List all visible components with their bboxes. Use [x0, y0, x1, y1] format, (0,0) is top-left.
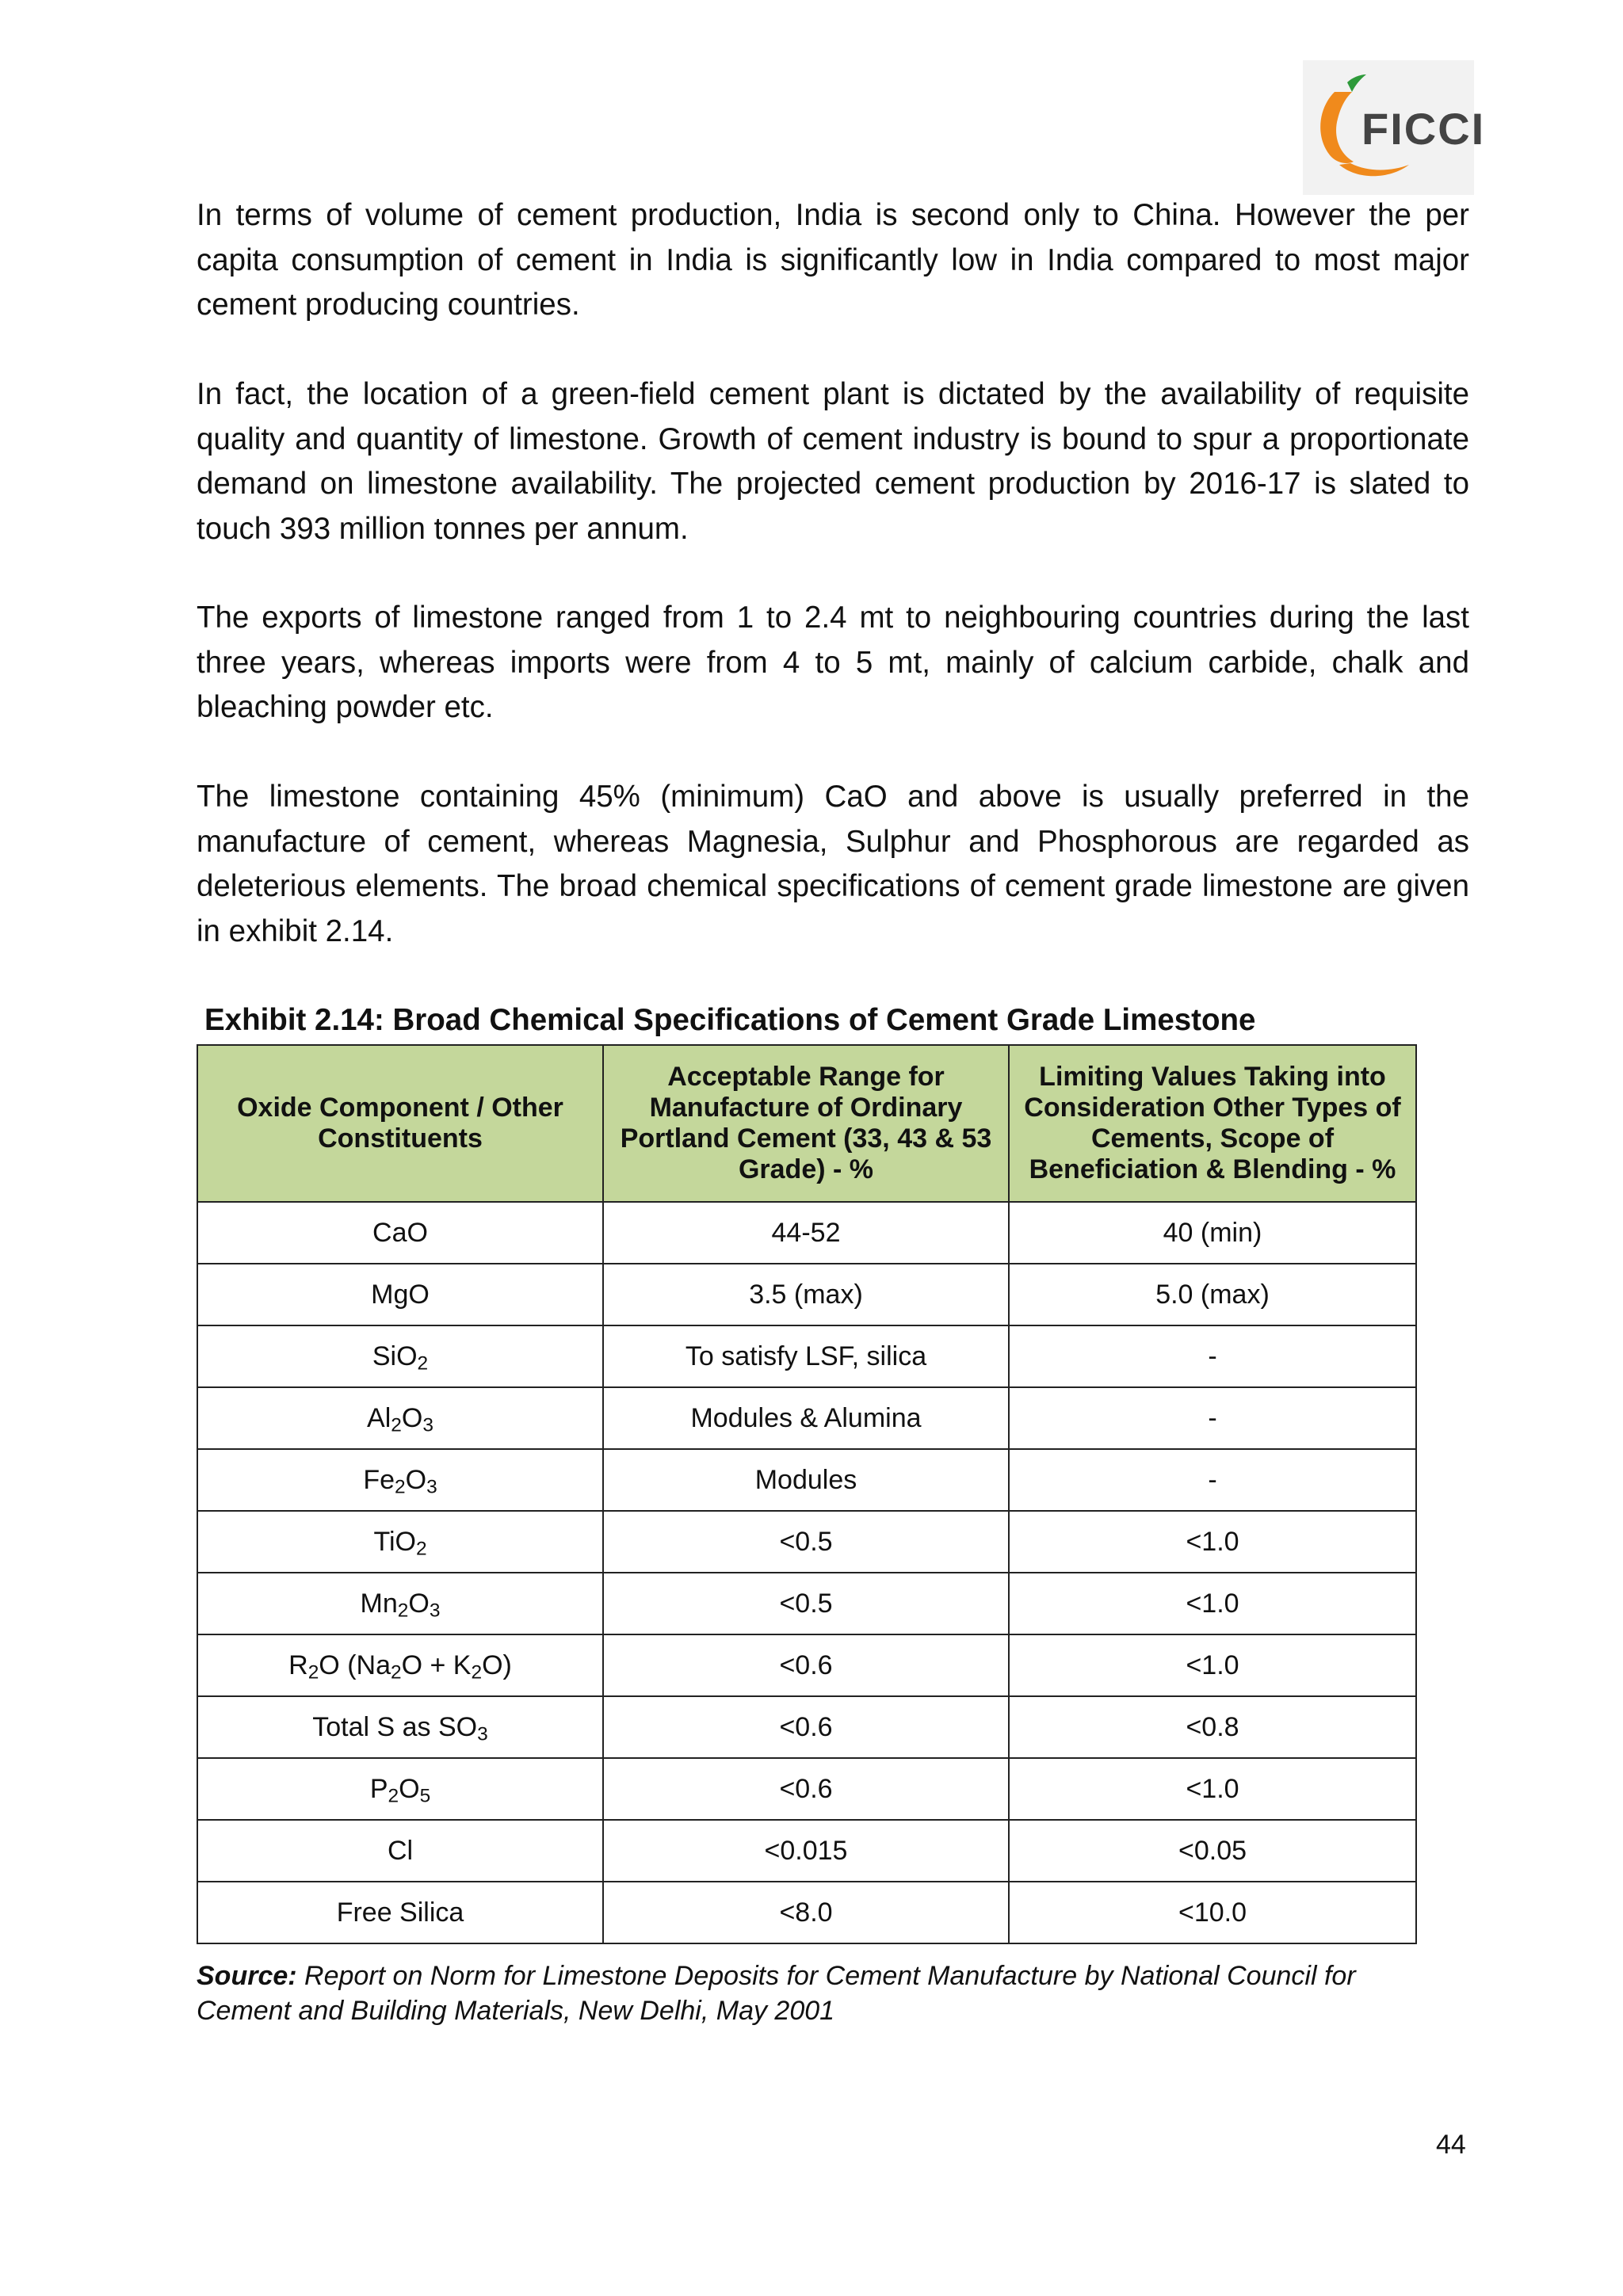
- cell-acceptable: <0.015: [603, 1820, 1009, 1882]
- cell-component: $Al_2O_3$: [197, 1387, 603, 1449]
- cell-limiting: <10.0: [1009, 1882, 1416, 1943]
- logo-text: FICCI: [1361, 104, 1486, 154]
- cell-limiting: <1.0: [1009, 1758, 1416, 1820]
- cell-acceptable: <8.0: [603, 1882, 1009, 1943]
- header-limiting: Limiting Values Taking into Consideration Other Types of Cements, Scope of Beneficiation & Blending - %: [1009, 1045, 1416, 1202]
- table-row: [197, 1696, 1416, 1758]
- cell-acceptable: 3.5 (max): [603, 1264, 1009, 1325]
- cell-limiting: -: [1009, 1325, 1416, 1387]
- table-row: [197, 1758, 1416, 1820]
- table-row: [197, 1325, 1416, 1387]
- cell-limiting: <1.0: [1009, 1634, 1416, 1696]
- table-row: [197, 1573, 1416, 1634]
- cell-acceptable: 44-52: [603, 1202, 1009, 1264]
- page-number: 44: [1436, 2130, 1466, 2160]
- ficci-logo: [1303, 60, 1486, 195]
- cell-component: $P_2O_5$: [197, 1758, 603, 1820]
- cell-component: TiO$_2$: [197, 1511, 603, 1573]
- cell-limiting: 5.0 (max): [1009, 1264, 1416, 1325]
- cell-acceptable: <0.6: [603, 1758, 1009, 1820]
- cell-limiting: -: [1009, 1387, 1416, 1449]
- cell-limiting: <0.05: [1009, 1820, 1416, 1882]
- source-note: [197, 1958, 1433, 2028]
- table-row: [197, 1511, 1416, 1573]
- table-header-row: [197, 1045, 1416, 1202]
- cell-component: MgO: [197, 1264, 603, 1325]
- paragraph-3: The exports of limestone ranged from 1 to 2.4 mt to neighbouring countries during the last three years, whereas imports were from 4 to 5 mt, mainly of calcium carbide, chalk and bleaching powder etc.: [197, 601, 1469, 724]
- cell-component: Cl: [197, 1820, 603, 1882]
- cell-acceptable: <0.6: [603, 1696, 1009, 1758]
- cell-acceptable: <0.6: [603, 1634, 1009, 1696]
- cell-acceptable: Modules & Alumina: [603, 1387, 1009, 1449]
- cell-component: $Fe_2O_3$: [197, 1449, 603, 1511]
- cell-limiting: <0.8: [1009, 1696, 1416, 1758]
- source-label: Source:: [197, 1961, 297, 1991]
- cell-component: Total S as $SO_3$: [197, 1696, 603, 1758]
- exhibit-title: Exhibit 2.14: Broad Chemical Specifications of Cement Grade Limestone: [204, 1003, 1256, 1037]
- table-row: [197, 1820, 1416, 1882]
- cell-limiting: <1.0: [1009, 1511, 1416, 1573]
- cell-acceptable: Modules: [603, 1449, 1009, 1511]
- table-row: [197, 1202, 1416, 1264]
- header-acceptable: Acceptable Range for Manufacture of Ordinary Portland Cement (33, 43 & 53 Grade) - %: [603, 1045, 1009, 1202]
- cell-component: CaO: [197, 1202, 603, 1264]
- paragraph-4: The limestone containing 45% (minimum) CaO and above is usually preferred in the manufacture of cement, whereas Magnesia, Sulphur and Phosphorous are regarded as deleterious elements. The broad chemical specifications of cement grade limestone are given in exhibit 2.14.: [197, 780, 1469, 948]
- cell-component: SiO$_2$: [197, 1325, 603, 1387]
- cell-acceptable: <0.5: [603, 1511, 1009, 1573]
- cell-component: Free Silica: [197, 1882, 603, 1943]
- cell-component: $Mn_2O_3$: [197, 1573, 603, 1634]
- cell-limiting: 40 (min): [1009, 1202, 1416, 1264]
- table-body: [197, 1202, 1416, 1943]
- table-row: [197, 1882, 1416, 1943]
- header-component: Oxide Component / Other Constituents: [197, 1045, 603, 1202]
- cell-limiting: <1.0: [1009, 1573, 1416, 1634]
- table-row: [197, 1449, 1416, 1511]
- paragraph-1: In terms of volume of cement production, India is second only to China. However the per capita consumption of cement in India is significantly low in India compared to most major cement producing countries.: [197, 198, 1469, 322]
- source-text: Report on Norm for Limestone Deposits for Cement Manufacture by National Council for Cement and Building Materials, New Delhi, May 2001: [197, 1961, 1356, 2026]
- spec-table: [197, 1044, 1417, 1944]
- table-row: [197, 1634, 1416, 1696]
- paragraph-2: In fact, the location of a green-field cement plant is dictated by the availability of requisite quality and quantity of limestone. Growth of cement industry is bound to spur a proportionate demand on limestone availability. The projected cement production by 2016-17 is slated to touch 393 million tonnes per annum.: [197, 377, 1469, 546]
- cell-acceptable: <0.5: [603, 1573, 1009, 1634]
- cell-acceptable: To satisfy LSF, silica: [603, 1325, 1009, 1387]
- table-row: [197, 1387, 1416, 1449]
- table-row: [197, 1264, 1416, 1325]
- cell-component: $R_2O$ $(Na_2O + K_2O)$: [197, 1634, 603, 1696]
- cell-limiting: -: [1009, 1449, 1416, 1511]
